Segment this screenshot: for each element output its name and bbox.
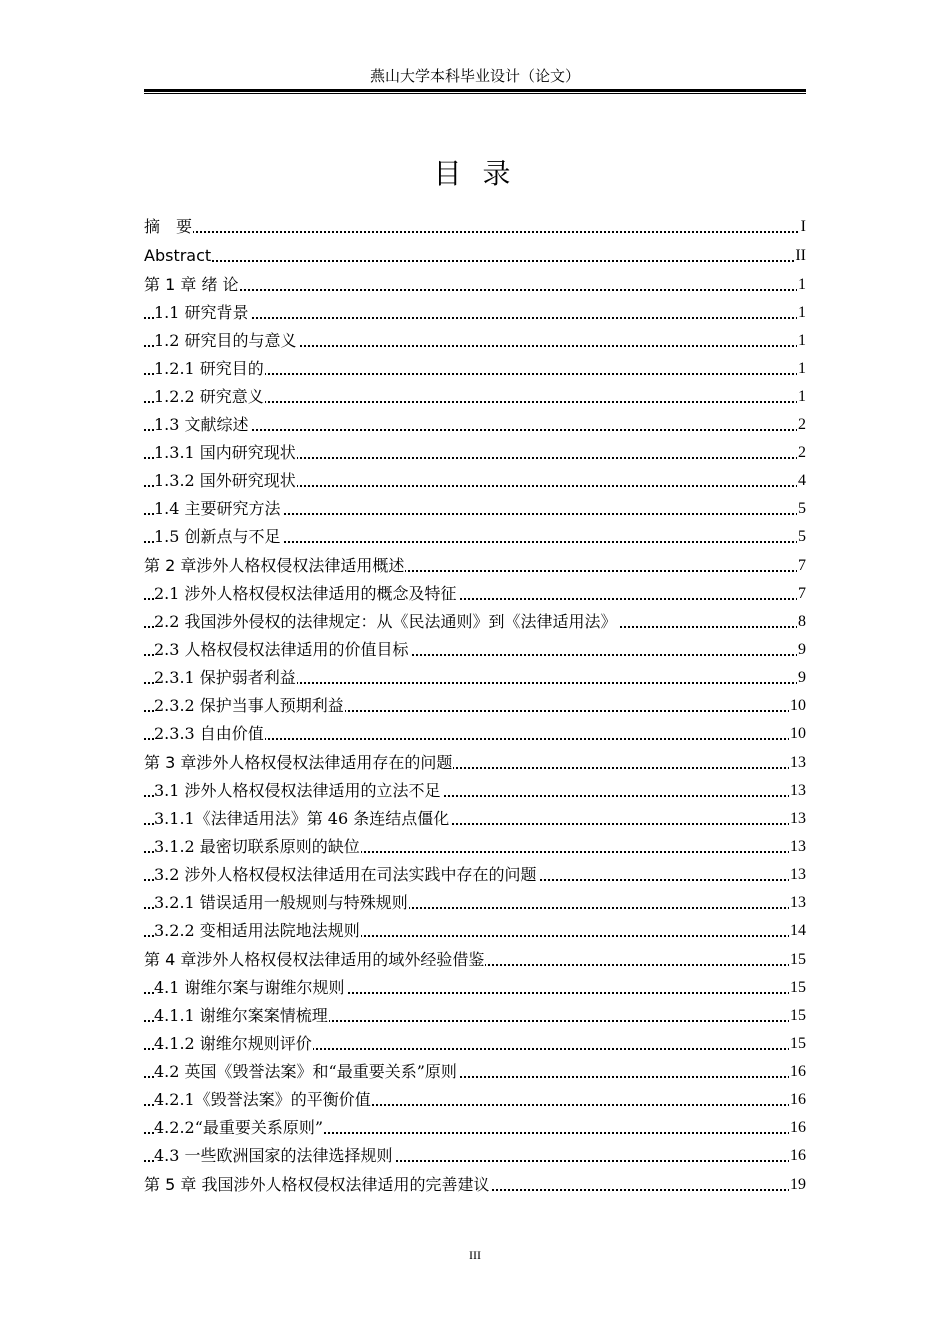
toc-entry-title: 2.1 涉外人格权侵权法律适用的概念及特征 bbox=[154, 584, 457, 603]
toc-entry[interactable] bbox=[144, 889, 806, 917]
toc-entry-title: 1.5 创新点与不足 bbox=[154, 527, 281, 546]
toc-entry-page: 15 bbox=[789, 974, 806, 1002]
toc-entry[interactable] bbox=[144, 805, 806, 833]
toc-entry-title: 第 3 章涉外人格权侵权法律适用存在的问题 bbox=[144, 753, 453, 772]
toc-entry-title: 摘 要 bbox=[144, 217, 193, 236]
toc-entry-title: 4.2 英国《毁誉法案》和“最重要关系”原则 bbox=[154, 1062, 457, 1081]
toc-entry-page: 16 bbox=[789, 1114, 806, 1142]
toc-entry-title: 第 2 章涉外人格权侵权法律适用概述 bbox=[144, 556, 405, 575]
toc-entry[interactable] bbox=[144, 551, 806, 580]
toc-entry-page: 13 bbox=[789, 889, 806, 917]
toc-entry[interactable] bbox=[144, 692, 806, 720]
toc-entry[interactable] bbox=[144, 212, 806, 241]
toc-entry[interactable] bbox=[144, 777, 806, 805]
toc-entry-page: 19 bbox=[789, 1170, 806, 1199]
toc-entry-title: 1.3.2 国外研究现状 bbox=[154, 471, 296, 490]
toc-entry[interactable] bbox=[144, 270, 806, 299]
toc-entry-title: 1.4 主要研究方法 bbox=[154, 499, 281, 518]
toc-entry-page: 1 bbox=[797, 327, 806, 355]
toc-entry[interactable] bbox=[144, 974, 806, 1002]
toc-entry[interactable] bbox=[144, 467, 806, 495]
toc-entry[interactable] bbox=[144, 720, 806, 748]
toc-entry[interactable] bbox=[144, 1058, 806, 1086]
page-header: 燕山大学本科毕业设计（论文） bbox=[369, 67, 580, 85]
toc-entry-page: 10 bbox=[789, 720, 806, 748]
toc-entry-title: 第 1 章 绪 论 bbox=[144, 275, 239, 294]
toc-entry-title: 3.1.1《法律适用法》第 46 条连结点僵化 bbox=[154, 809, 450, 828]
toc-entry-title: 1.2.1 研究目的 bbox=[154, 359, 264, 378]
toc-entry-title: 第 5 章 我国涉外人格权侵权法律适用的完善建议 bbox=[144, 1175, 490, 1194]
toc-entry-title: 1.3 文献综述 bbox=[154, 415, 249, 434]
toc-entry[interactable] bbox=[144, 299, 806, 327]
toc-entry[interactable] bbox=[144, 523, 806, 551]
toc-leader-dots bbox=[144, 231, 806, 233]
toc-entry[interactable] bbox=[144, 411, 806, 439]
toc-entry[interactable] bbox=[144, 748, 806, 777]
toc-entry-title: 4.1.2 谢维尔规则评价 bbox=[154, 1034, 312, 1053]
toc-entry-page: 13 bbox=[789, 777, 806, 805]
toc-entry[interactable] bbox=[144, 917, 806, 945]
toc-entry-title: 1.2 研究目的与意义 bbox=[154, 331, 297, 350]
toc-entry-title: 1.3.1 国内研究现状 bbox=[154, 443, 296, 462]
toc-entry-title: Abstract bbox=[144, 246, 212, 265]
toc-title: 目 录 bbox=[433, 157, 517, 190]
toc-entry[interactable] bbox=[144, 1114, 806, 1142]
toc-entry-page: 1 bbox=[797, 355, 806, 383]
toc-entry-page: 9 bbox=[797, 664, 806, 692]
toc-entry-page: 16 bbox=[789, 1086, 806, 1114]
toc-entry-title: 2.2 我国涉外侵权的法律规定：从《民法通则》到《法律适用法》 bbox=[154, 612, 617, 631]
toc-entry-title: 1.2.2 研究意义 bbox=[154, 387, 264, 406]
toc-entry-title: 3.1.2 最密切联系原则的缺位 bbox=[154, 837, 360, 856]
toc-entry-page: II bbox=[794, 241, 806, 270]
page-number: III bbox=[469, 1248, 481, 1262]
toc-entry[interactable] bbox=[144, 636, 806, 664]
toc-entry[interactable] bbox=[144, 495, 806, 523]
toc-entry[interactable] bbox=[144, 1086, 806, 1114]
toc-entry-page: 13 bbox=[789, 805, 806, 833]
toc-entry-page: 5 bbox=[797, 495, 806, 523]
toc-entry-page: 13 bbox=[789, 861, 806, 889]
toc-entry[interactable] bbox=[144, 1170, 806, 1199]
toc-entry-page: 8 bbox=[797, 608, 806, 636]
toc-entry-title: 3.2.2 变相适用法院地法规则 bbox=[154, 921, 360, 940]
toc-entry[interactable] bbox=[144, 355, 806, 383]
toc-entry-title: 4.3 一些欧洲国家的法律选择规则 bbox=[154, 1146, 393, 1165]
toc-entry-page: 15 bbox=[789, 1002, 806, 1030]
toc-entry[interactable] bbox=[144, 664, 806, 692]
toc-entry-title: 4.2.1《毁誉法案》的平衡价值 bbox=[154, 1090, 371, 1109]
toc-entry-title: 2.3.3 自由价值 bbox=[154, 724, 264, 743]
toc-entry-page: 15 bbox=[789, 1030, 806, 1058]
toc-entry-page: 4 bbox=[797, 467, 806, 495]
toc-entry-page: 16 bbox=[789, 1142, 806, 1170]
toc-entry-page: 1 bbox=[797, 299, 806, 327]
toc-entry-page: 14 bbox=[789, 917, 806, 945]
toc-entry-title: 2.3.1 保护弱者利益 bbox=[154, 668, 296, 687]
toc-entry-page: 13 bbox=[789, 833, 806, 861]
toc-entry-page: 7 bbox=[797, 551, 806, 580]
toc-entry[interactable] bbox=[144, 945, 806, 974]
toc-entry[interactable] bbox=[144, 241, 806, 270]
toc-entry[interactable] bbox=[144, 383, 806, 411]
toc-entry[interactable] bbox=[144, 1030, 806, 1058]
toc-entry-page: 13 bbox=[789, 748, 806, 777]
toc-entry[interactable] bbox=[144, 1002, 806, 1030]
toc-entry-page: 9 bbox=[797, 636, 806, 664]
toc-entry-title: 4.1.1 谢维尔案案情梳理 bbox=[154, 1006, 328, 1025]
toc-entry-title: 2.3.2 保护当事人预期利益 bbox=[154, 696, 344, 715]
toc-entry[interactable] bbox=[144, 439, 806, 467]
toc-entry-page: 7 bbox=[797, 580, 806, 608]
toc-entry[interactable] bbox=[144, 327, 806, 355]
toc-entry-page: 16 bbox=[789, 1058, 806, 1086]
toc-entry-title: 1.1 研究背景 bbox=[154, 303, 249, 322]
toc-entry-title: 3.1 涉外人格权侵权法律适用的立法不足 bbox=[154, 781, 441, 800]
toc-entry-page: 10 bbox=[789, 692, 806, 720]
toc-entry-title: 4.2.2“最重要关系原则” bbox=[154, 1118, 324, 1137]
toc-entry[interactable] bbox=[144, 608, 806, 636]
toc-entry-page: 5 bbox=[797, 523, 806, 551]
toc-entry-title: 2.3 人格权侵权法律适用的价值目标 bbox=[154, 640, 409, 659]
toc-leader-dots bbox=[144, 260, 806, 262]
toc-entry-page: 15 bbox=[789, 945, 806, 974]
toc-entry[interactable] bbox=[144, 861, 806, 889]
toc-entry-title: 3.2 涉外人格权侵权法律适用在司法实践中存在的问题 bbox=[154, 865, 537, 884]
header-rule-thick bbox=[144, 89, 806, 92]
toc-entry-title: 3.2.1 错误适用一般规则与特殊规则 bbox=[154, 893, 408, 912]
toc-leader-dots bbox=[144, 289, 806, 291]
toc-entry-title: 4.1 谢维尔案与谢维尔规则 bbox=[154, 978, 345, 997]
header-rule-thin bbox=[144, 93, 806, 94]
toc-entry-page: 1 bbox=[797, 270, 806, 299]
toc-entry[interactable] bbox=[144, 1142, 806, 1170]
toc-entry[interactable] bbox=[144, 833, 806, 861]
toc-entry-page: 2 bbox=[797, 411, 806, 439]
toc-entry-page: I bbox=[800, 212, 806, 241]
table-of-contents bbox=[144, 212, 806, 1199]
toc-entry[interactable] bbox=[144, 580, 806, 608]
toc-entry-page: 2 bbox=[797, 439, 806, 467]
toc-entry-title: 第 4 章涉外人格权侵权法律适用的域外经验借鉴 bbox=[144, 950, 485, 969]
toc-entry-page: 1 bbox=[797, 383, 806, 411]
